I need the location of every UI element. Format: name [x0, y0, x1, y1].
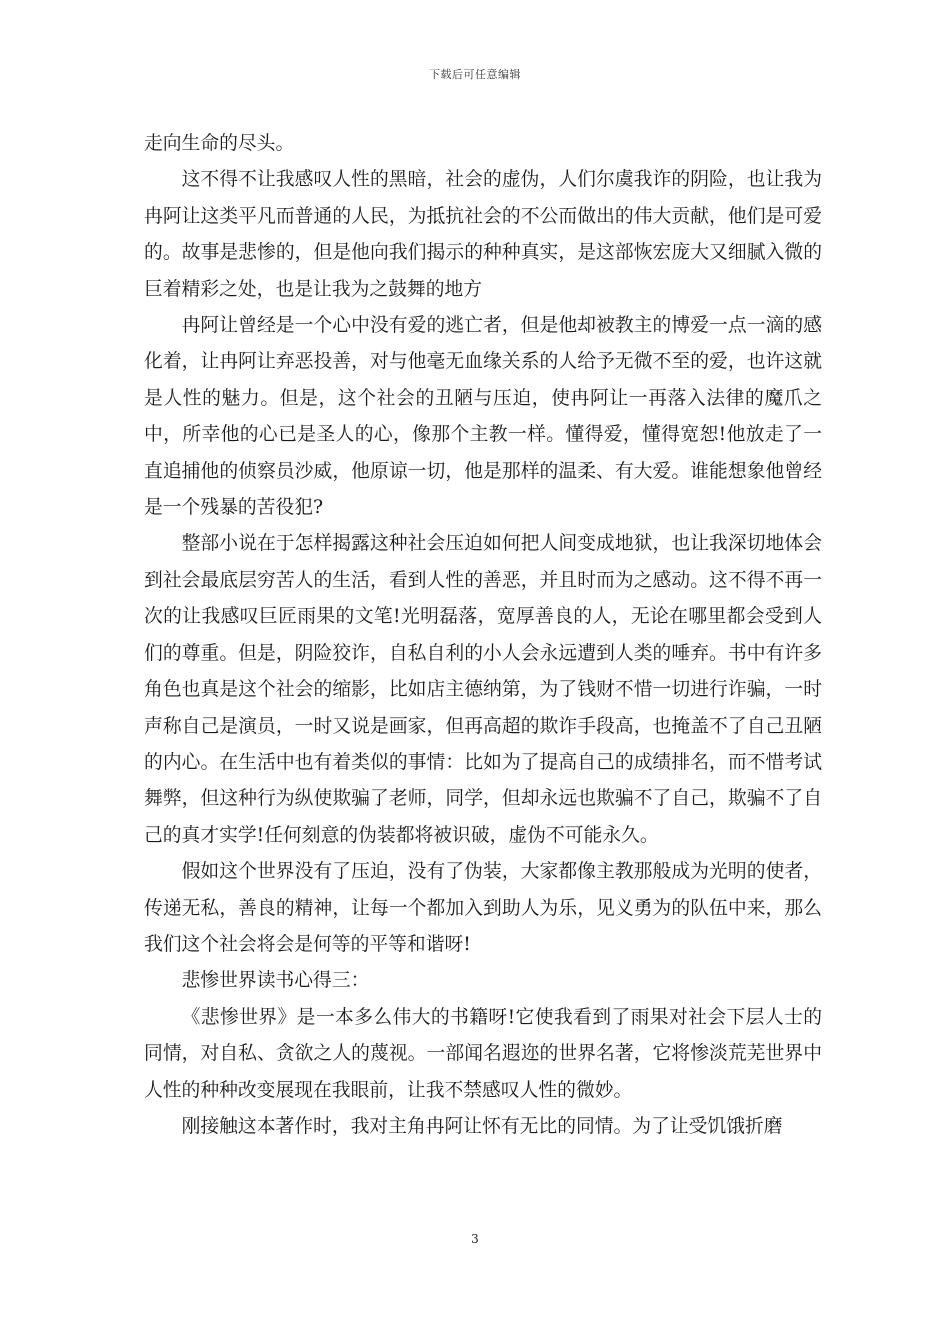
paragraph-1: 走向生命的尽头。 [144, 133, 295, 154]
page-header: 下载后可任意编辑 [429, 68, 521, 81]
section-heading: 悲惨世界读书心得三： [181, 970, 370, 992]
paragraph-2: 这不得不让我感叹人性的黑暗，社会的虚伪，人们尔虞我诈的阴险，也让我为冉阿让这类平凡而普通的人民，为抵抗社会的不公而做出的伟大贡献，他们是可爱的。故事是悲惨的，但是他向我们揭示的种种真实，是这部恢宏庞大又细腻入微的巨着精彩之处，也是让我为之鼓舞的地方 [144, 169, 822, 300]
paragraph-3: 冉阿让曾经是一个心中没有爱的逃亡者，但是他却被教主的博爱一点一滴的感化着，让冉阿让弃恶投善，对与他毫无血缘关系的人给予无微不至的爱，也许这就是人性的魅力。但是，这个社会的丑陋与压迫，使冉阿让一再落入法律的魔爪之中，所幸他的心已是圣人的心，像那个主教一样。懂得爱，懂得宽恕!他放走了一直追捕他的侦察员沙威，他原谅一切，他是那样的温柔、有大爱。谁能想象他曾经是一个残暴的苦役犯? [144, 315, 822, 519]
paragraph-6: 《悲惨世界》是一本多么伟大的书籍呀!它使我看到了雨果对社会下层人士的同情，对自私、贪欲之人的蔑视。一部闻名遐迩的世界名著，它将惨淡荒芜世界中人性的种种改变展现在我眼前，让我不禁感叹人性的微妙。 [144, 1006, 822, 1101]
document-body [144, 126, 822, 1145]
paragraph-5: 假如这个世界没有了压迫，没有了伪装，大家都像主教那般成为光明的使者，传递无私，善良的精神，让每一个都加入到助人为乐，见义勇为的队伍中来，那么我们这个社会将会是何等的平等和谐呀! [144, 861, 822, 955]
paragraph-4: 整部小说在于怎样揭露这种社会压迫如何把人间变成地狱，也让我深切地体会到社会最底层穷苦人的生活，看到人性的善恶，并且时而为之感动。这不得不再一次的让我感叹巨匠雨果的文笔!光明磊落，宽厚善良的人，无论在哪里都会受到人们的尊重。但是，阴险狡诈，自私自利的小人会永远遭到人类的唾弃。书中有许多角色也真是这个社会的缩影，比如店主德纳第，为了钱财不惜一切进行诈骗，一时声称自己是演员，一时又说是画家，但再高超的欺诈手段高，也掩盖不了自己丑陋的内心。在生活中也有着类似的事情：比如为了提高自己的成绩排名，而不惜考试舞弊，但这种行为纵使欺骗了老师，同学，但却永远也欺骗不了自己，欺骗不了自己的真才实学!任何刻意的伪装都将被识破，虚伪不可能永久。 [144, 533, 822, 846]
page-number: 3 [471, 1232, 479, 1246]
paragraph-7: 刚接触这本著作时，我对主角冉阿让怀有无比的同情。为了让受饥饿折磨 [181, 1115, 783, 1137]
